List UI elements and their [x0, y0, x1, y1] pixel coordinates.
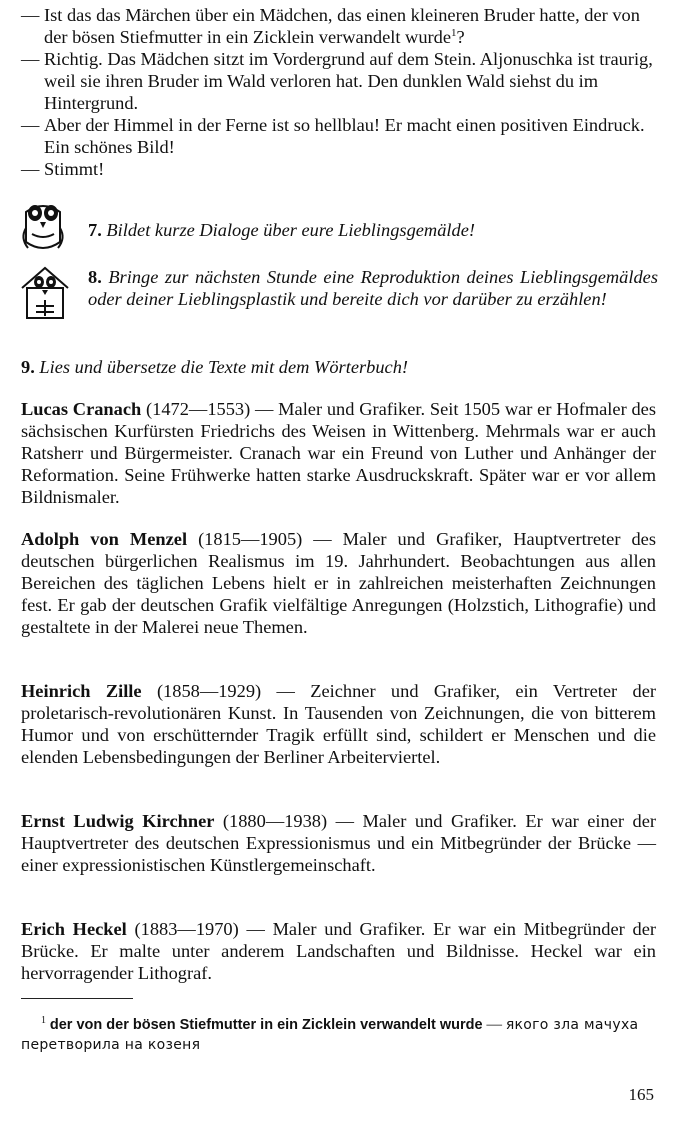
- footnote-mark: 1: [451, 26, 457, 39]
- task-text: Lies und übersetze die Texte mit dem Wörterbuch!: [39, 357, 409, 377]
- task-text: Bildet kurze Dialoge über eure Lieblingsgemälde!: [106, 220, 475, 240]
- dash: —: [21, 49, 40, 69]
- footnote-german: der von der bösen Stiefmutter in ein Zicklein verwandelt wurde: [49, 1017, 483, 1033]
- page-number: 165: [628, 1085, 654, 1104]
- owl-house-icon: [18, 262, 72, 322]
- entry-menzel: [21, 528, 656, 638]
- task-8: [88, 266, 658, 310]
- dialogue-text: Stimmt!: [44, 159, 105, 179]
- task-number: 9.: [21, 357, 35, 377]
- owl-icon: [18, 198, 68, 256]
- footnote: [21, 1015, 661, 1055]
- entry-name: Heinrich Zille: [21, 681, 142, 701]
- entry-name: Ernst Ludwig Kirchner: [21, 811, 215, 831]
- task-7: [88, 219, 658, 241]
- dash: —: [21, 115, 40, 135]
- entry-cranach: [21, 398, 656, 508]
- dialogue-text: Aber der Himmel in der Ferne ist so hellblau! Er macht einen positiven Eindruck. Ein schönes Bild!: [44, 115, 645, 157]
- entry-kirchner: [21, 810, 656, 876]
- entry-text: (1883—1970) — Maler und Grafiker. Er war ein Mitbegründer der Brücke. Er malte unter anderem Landschaften und Bildnisse. Heckel war ein hervorragender Lithograf.: [21, 919, 656, 983]
- dash: —: [486, 1016, 502, 1033]
- entry-zille: [21, 680, 656, 768]
- dialogue-text: [44, 4, 661, 48]
- dialogue-line: [21, 4, 661, 48]
- dialogue-line-text: Ist das das Märchen über ein Mädchen, das einen kleineren Bruder hatte, der von der bösen Stiefmutter in ein Zicklein verwandelt wurde: [44, 5, 640, 47]
- dash: —: [21, 5, 40, 25]
- task-number: 8.: [88, 267, 102, 287]
- entry-heckel: [21, 918, 656, 984]
- entry-text: (1472—1553) — Maler und Grafiker. Seit 1505 war er Hofmaler des sächsischen Kurfürsten Friedrichs des Weisen in Wittenberg. Mehrmals war er auch Ratsherr und Bürgermeister. Cranach war ein Freund von Luther und Anhänger der Reformation. Seine Frühwerke hatten starke Ausdruckskraft. Später war er vor allem Bildnismaler.: [21, 399, 656, 507]
- task-9: [21, 356, 661, 378]
- dash: —: [21, 159, 40, 179]
- dialogue-line: [21, 48, 661, 114]
- footnote-translation: якого зла мачуха перетворила на козеня: [21, 1017, 639, 1053]
- footnote-divider: [21, 998, 133, 999]
- entry-text: (1880—1938) — Maler und Grafiker. Er war einer der Hauptvertreter des deutschen Expressionismus und ein Mitbegründer der Brücke — einer expressionistischen Künstlergemeinschaft.: [21, 811, 656, 875]
- dialogue-text: Richtig. Das Mädchen sitzt im Vordergrund auf dem Stein. Aljonuschka ist traurig, weil sie ihren Bruder im Wald verloren hat. Den dunklen Wald siehst du im Hintergrund.: [44, 49, 653, 113]
- footnote-mark: 1: [41, 1014, 46, 1026]
- dialogue-punct: ?: [456, 27, 465, 47]
- entry-name: Erich Heckel: [21, 919, 127, 939]
- entry-text: (1858—1929) — Zeichner und Grafiker, ein Vertreter der proletarisch-revolutionären Kunst. In Tausenden von Zeichnungen, die von bitterem Humor und von erschütternder Tragik erfüllt sind, schildert er Menschen und die elenden Lebensbedingungen der Berliner Arbeiterviertel.: [21, 681, 656, 767]
- task-text: Bringe zur nächsten Stunde eine Reproduktion deines Lieblingsgemäldes oder deiner Lieblingsplastik und bereite dich vor darüber zu erzählen!: [88, 267, 658, 309]
- dialogue-line: [21, 158, 661, 180]
- entry-name: Adolph von Menzel: [21, 529, 188, 549]
- task-number: 7.: [88, 220, 102, 240]
- dialogue: [21, 4, 661, 180]
- dialogue-line: [21, 114, 661, 158]
- entry-text: (1815—1905) — Maler und Grafiker, Hauptvertreter des deutschen bürgerlichen Realismus im 19. Jahrhundert. Beobachtungen aus allen Bereichen des täglichen Lebens hielt er in zahlreichen meisterhaften Zeichnungen fest. Er gab der deutschen Grafik vielfältige Anregungen (Holzstich, Lithografie) und gestaltete in der Malerei neue Themen.: [21, 529, 656, 637]
- entry-name: Lucas Cranach: [21, 399, 142, 419]
